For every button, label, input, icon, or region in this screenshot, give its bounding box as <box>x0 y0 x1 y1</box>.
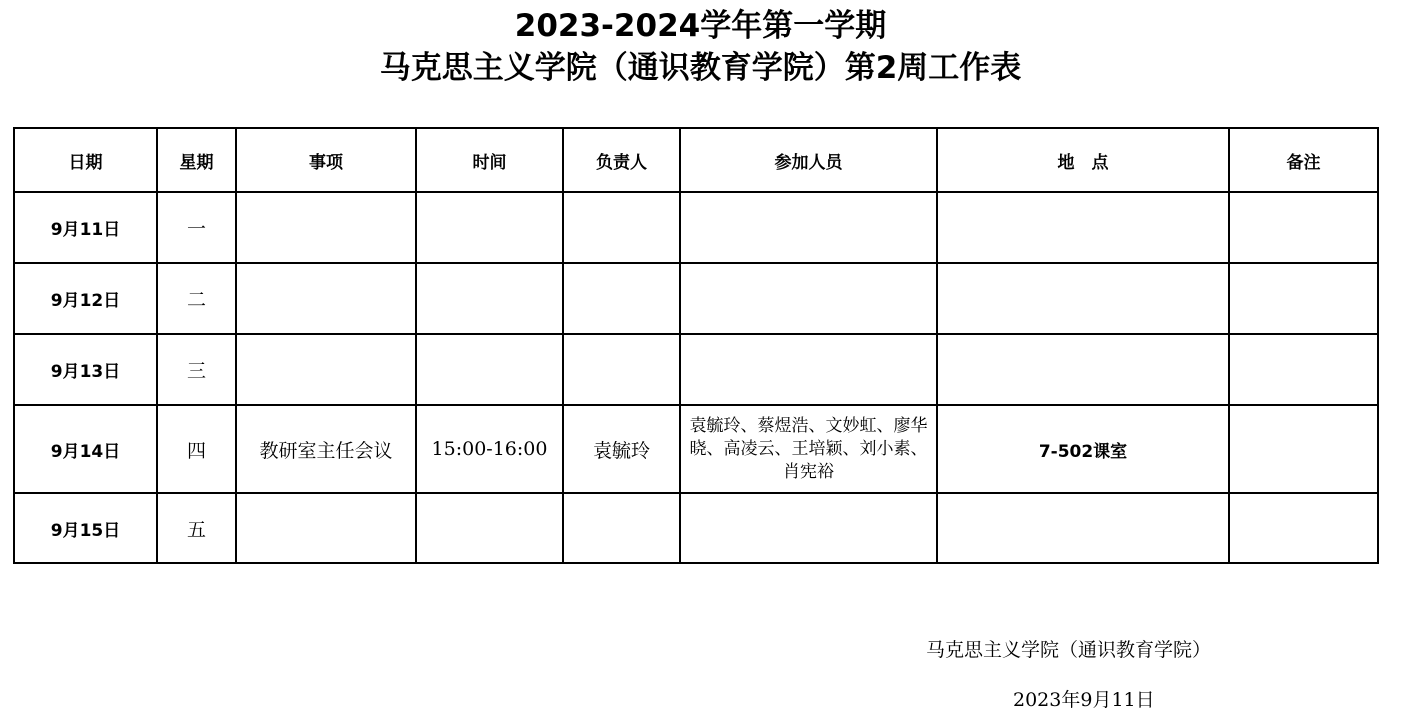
weekday-cell: 三 <box>157 334 236 405</box>
remarks-cell <box>1229 192 1378 263</box>
header-item: 事项 <box>236 128 416 192</box>
header-owner: 负责人 <box>563 128 680 192</box>
owner-cell <box>563 263 680 334</box>
time-cell: 15:00-16:00 <box>416 405 563 493</box>
owner-cell <box>563 334 680 405</box>
owner-cell: 袁毓玲 <box>563 405 680 493</box>
participants-cell: 袁毓玲、蔡煜浩、文妙虹、廖华晓、高凌云、王培颖、刘小素、肖宪裕 <box>680 405 937 493</box>
date-cell: 9月11日 <box>14 192 157 263</box>
participants-cell <box>680 493 937 563</box>
location-cell: 7-502课室 <box>937 405 1229 493</box>
document-title-line-2: 马克思主义学院（通识教育学院）第2周工作表 <box>379 50 1022 86</box>
footer-organization: 马克思主义学院（通识教育学院） <box>926 639 1212 661</box>
participants-cell <box>680 263 937 334</box>
table-row <box>14 334 1378 405</box>
owner-cell <box>563 493 680 563</box>
item-cell <box>236 334 416 405</box>
footer-date: 2023年9月11日 <box>1013 689 1155 711</box>
remarks-cell <box>1229 263 1378 334</box>
weekday-cell: 二 <box>157 263 236 334</box>
participants-cell <box>680 192 937 263</box>
date-cell: 9月13日 <box>14 334 157 405</box>
table-row <box>14 192 1378 263</box>
remarks-cell <box>1229 493 1378 563</box>
header-weekday: 星期 <box>157 128 236 192</box>
time-cell <box>416 334 563 405</box>
location-cell <box>937 192 1229 263</box>
date-cell: 9月15日 <box>14 493 157 563</box>
header-remarks: 备注 <box>1229 128 1378 192</box>
remarks-cell <box>1229 405 1378 493</box>
header-date: 日期 <box>14 128 157 192</box>
time-cell <box>416 263 563 334</box>
participants-cell <box>680 334 937 405</box>
item-cell <box>236 192 416 263</box>
location-cell <box>937 334 1229 405</box>
owner-cell <box>563 192 680 263</box>
weekday-cell: 四 <box>157 405 236 493</box>
header-time: 时间 <box>416 128 563 192</box>
header-participants: 参加人员 <box>680 128 937 192</box>
document-title-line-1: 2023-2024学年第一学期 <box>514 8 887 44</box>
item-cell <box>236 493 416 563</box>
table-header-row <box>14 128 1378 192</box>
table-row <box>14 405 1378 493</box>
remarks-cell <box>1229 334 1378 405</box>
item-cell <box>236 263 416 334</box>
time-cell <box>416 192 563 263</box>
weekday-cell: 一 <box>157 192 236 263</box>
date-cell: 9月14日 <box>14 405 157 493</box>
time-cell <box>416 493 563 563</box>
weekly-schedule-table <box>13 127 1379 564</box>
weekday-cell: 五 <box>157 493 236 563</box>
table-row <box>14 263 1378 334</box>
header-location: 地 点 <box>937 128 1229 192</box>
item-cell: 教研室主任会议 <box>236 405 416 493</box>
location-cell <box>937 493 1229 563</box>
date-cell: 9月12日 <box>14 263 157 334</box>
table-row <box>14 493 1378 563</box>
location-cell <box>937 263 1229 334</box>
